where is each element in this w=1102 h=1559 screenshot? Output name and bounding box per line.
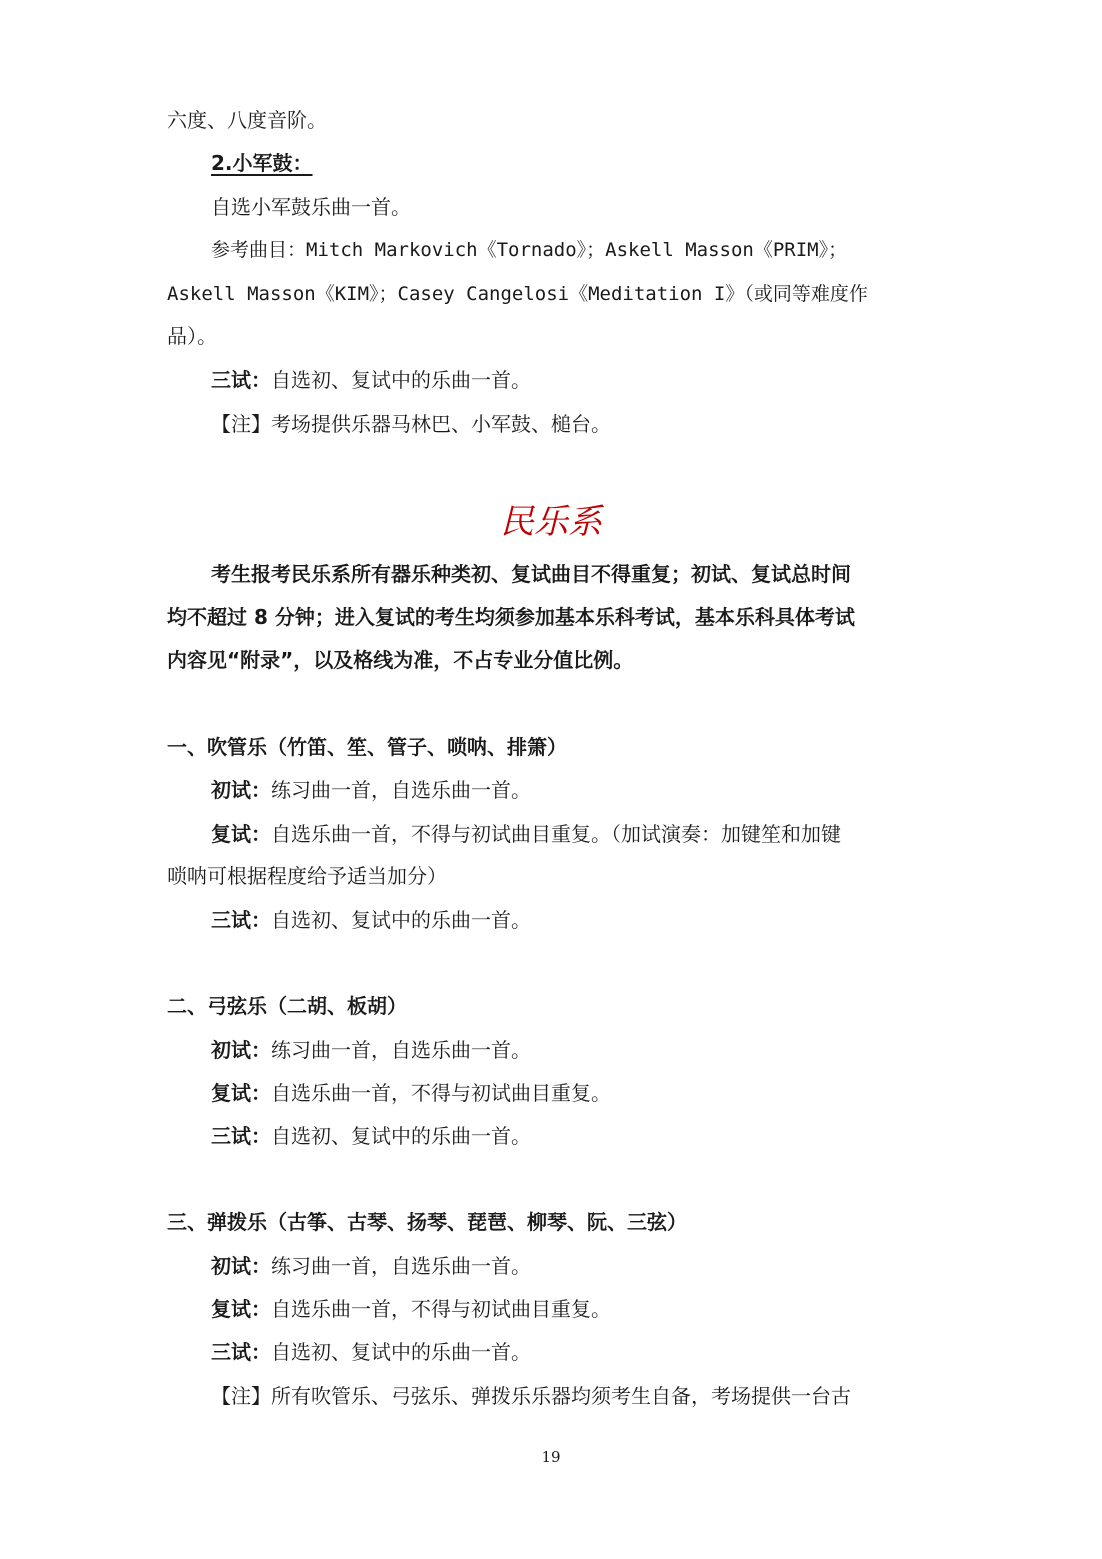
third-round-label: 三试： xyxy=(211,368,271,392)
bowed-first-round xyxy=(211,1037,939,1063)
first-round-text: 练习曲一首，自选乐曲一首。 xyxy=(271,778,531,802)
first-round-label: 初试： xyxy=(211,1254,271,1278)
continuation-text: 六度、八度音阶。 xyxy=(167,108,327,132)
second-round-label: 复试： xyxy=(211,822,271,846)
third-round-label: 三试： xyxy=(211,1124,271,1148)
wind-third-round xyxy=(211,907,939,933)
third-round-text: 自选初、复试中的乐曲一首。 xyxy=(271,368,531,392)
third-round-text: 自选初、复试中的乐曲一首。 xyxy=(271,1340,531,1364)
snare-heading: 2.小军鼓： xyxy=(211,151,313,175)
third-round-text: 自选初、复试中的乐曲一首。 xyxy=(271,908,531,932)
wind-first-round xyxy=(211,777,939,803)
third-round-label: 三试： xyxy=(211,908,271,932)
section-title: 民乐系 xyxy=(500,502,602,542)
first-round-text: 练习曲一首，自选乐曲一首。 xyxy=(271,1038,531,1062)
second-round-text: 自选乐曲一首，不得与初试曲目重复。（加试演奏：加键笙和加键 xyxy=(271,822,841,846)
first-round-label: 初试： xyxy=(211,1038,271,1062)
second-round-text: 自选乐曲一首，不得与初试曲目重复。 xyxy=(271,1297,611,1321)
bowed-third-round xyxy=(211,1123,939,1149)
page-number: 19 xyxy=(541,1448,561,1466)
wind-second-round-cont: 唢呐可根据程度给予适当加分） xyxy=(167,864,447,888)
third-round-text: 自选初、复试中的乐曲一首。 xyxy=(271,1124,531,1148)
snare-reference-line-3: 品）。 xyxy=(167,324,217,348)
intro-line-3: 内容见“附录”，以及格线为准，不占专业分值比例。 xyxy=(167,648,634,672)
intro-line-1: 考生报考民乐系所有器乐种类初、复试曲目不得重复；初试、复试总时间 xyxy=(211,562,851,586)
category-heading-plucked: 三、弹拨乐（古筝、古琴、扬琴、琵琶、柳琴、阮、三弦） xyxy=(167,1210,687,1234)
snare-reference-line-1: 参考曲目：Mitch Markovich《Tornado》；Askell Masson《PRIM》； xyxy=(211,239,848,261)
wind-second-round xyxy=(211,821,939,847)
first-round-label: 初试： xyxy=(211,778,271,802)
plucked-third-round xyxy=(211,1339,939,1365)
bowed-second-round xyxy=(211,1080,939,1106)
snare-reference-line-2: Askell Masson《KIM》；Casey Cangelosi《Meditation I》（或同等难度作 xyxy=(167,283,868,305)
intro-paragraph xyxy=(167,553,939,682)
plucked-second-round xyxy=(211,1296,939,1322)
snare-third-round xyxy=(211,367,939,393)
first-round-text: 练习曲一首，自选乐曲一首。 xyxy=(271,1254,531,1278)
category-heading-bowed: 二、弓弦乐（二胡、板胡） xyxy=(167,994,407,1018)
third-round-label: 三试： xyxy=(211,1340,271,1364)
intro-line-2: 均不超过 8 分钟；进入复试的考生均须参加基本乐科考试，基本乐科具体考试 xyxy=(167,605,855,629)
instrument-note: 【注】所有吹管乐、弓弦乐、弹拨乐乐器均须考生自备，考场提供一台古 xyxy=(211,1384,851,1408)
second-round-label: 复试： xyxy=(211,1297,271,1321)
second-round-label: 复试： xyxy=(211,1081,271,1105)
plucked-first-round xyxy=(211,1253,939,1279)
percussion-note: 【注】考场提供乐器马林巴、小军鼓、槌台。 xyxy=(211,412,611,436)
snare-text: 自选小军鼓乐曲一首。 xyxy=(211,195,411,219)
second-round-text: 自选乐曲一首，不得与初试曲目重复。 xyxy=(271,1081,611,1105)
category-heading-wind: 一、吹管乐（竹笛、笙、管子、唢呐、排箫） xyxy=(167,735,567,759)
